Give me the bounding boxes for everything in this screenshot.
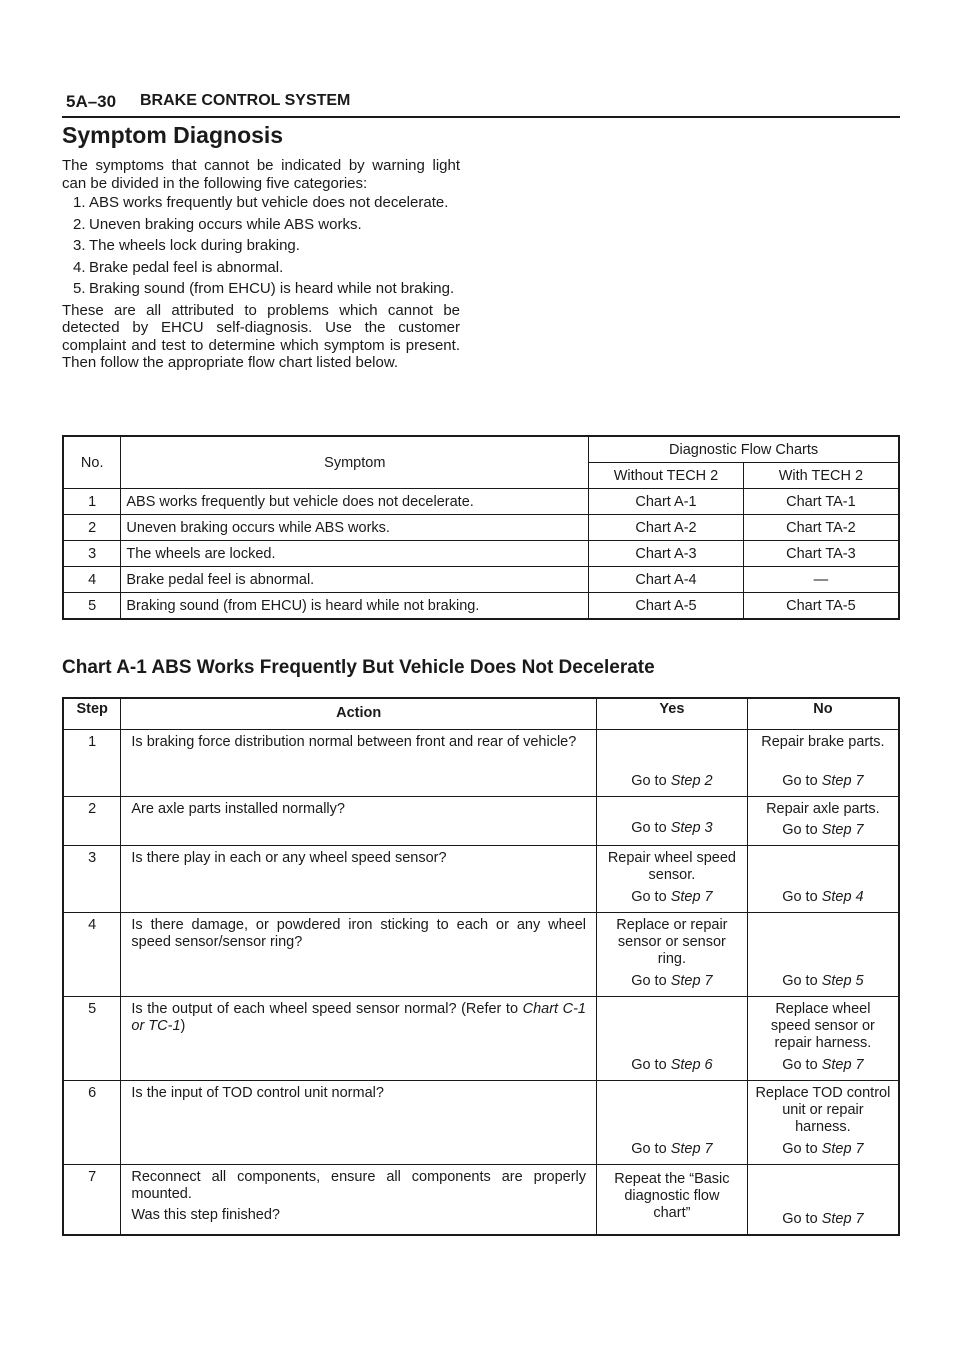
table-row [63,846,899,913]
header-with-tech2: With TECH 2 [743,463,899,489]
no-text: Replace TOD control unit or repair harness. [755,1085,891,1135]
row-chart-with: — [743,567,899,593]
section-title: BRAKE CONTROL SYSTEM [140,92,351,109]
no-goto: Go to Step 7 [782,773,864,789]
no-goto: Go to Step 7 [782,822,864,838]
table-row [63,913,899,997]
row-chart-without: Chart A-2 [589,515,744,541]
page-number: 5A–30 [66,92,117,111]
step-action: Is the input of TOD control unit normal? [121,1081,597,1165]
row-chart-with: Chart TA-3 [743,541,899,567]
table-row [63,730,899,797]
list-item: 4. Brake pedal feel is abnormal. [73,258,284,276]
step-action: Reconnect all components, ensure all components are properly mounted. Was this step finished? [121,1165,597,1235]
step-action: Is there damage, or powdered iron sticking to each or any wheel speed sensor/sensor ring? [121,913,597,997]
row-chart-without: Chart A-5 [589,593,744,620]
table-row [63,1081,899,1165]
no-goto: Go to Step 4 [782,889,864,905]
no-cell [747,730,899,797]
yes-goto: Go to Step 7 [631,1141,713,1157]
step-number: 6 [63,1081,121,1165]
table-row [63,515,899,541]
no-text: Replace wheel speed sensor or repair harness. [770,1001,875,1051]
step-action: Is the output of each wheel speed sensor normal? (Refer to Chart C-1 or TC-1) [121,997,597,1081]
header-step: Step [63,698,121,730]
page-header [62,90,900,118]
header-yes: Yes [597,698,748,730]
table-row [63,567,899,593]
row-chart-with: Chart TA-1 [743,489,899,515]
row-symptom: Brake pedal feel is abnormal. [121,567,589,593]
table-row [63,797,899,846]
row-no: 4 [63,567,121,593]
yes-cell [597,846,748,913]
step-number: 2 [63,797,121,846]
header-no: No [747,698,899,730]
step-action: Are axle parts installed normally? [121,797,597,846]
page-title: Symptom Diagnosis [62,122,284,148]
yes-cell [597,913,748,997]
category-list [62,194,460,298]
row-chart-without: Chart A-1 [589,489,744,515]
header-without-tech2: Without TECH 2 [589,463,744,489]
yes-cell [597,997,748,1081]
yes-cell [597,1081,748,1165]
no-goto: Go to Step 5 [782,973,864,989]
row-symptom: Braking sound (from EHCU) is heard while not braking. [121,593,589,620]
no-cell [747,913,899,997]
outro-paragraph: These are all attributed to problems which cannot be detected by EHCU self-diagnosis. Use the customer complaint and test to determine which symptom is present. Then follow the appropriate flow chart listed below. [62,301,460,371]
row-no: 2 [63,515,121,541]
row-chart-with: Chart TA-2 [743,515,899,541]
yes-goto: Go to Step 7 [631,889,713,905]
no-goto: Go to Step 7 [782,1057,864,1073]
yes-text: Repair wheel speed sensor. [607,850,736,883]
no-cell [747,846,899,913]
row-no: 1 [63,489,121,515]
yes-cell [597,797,748,846]
no-cell [747,797,899,846]
row-symptom: Uneven braking occurs while ABS works. [121,515,589,541]
no-text: Repair brake parts. [761,734,885,750]
yes-cell [597,730,748,797]
row-symptom: ABS works frequently but vehicle does not decelerate. [121,489,589,515]
step-number: 4 [63,913,121,997]
table-row [63,541,899,567]
step-number: 3 [63,846,121,913]
yes-goto: Go to Step 6 [631,1057,713,1073]
intro-text [62,157,460,372]
yes-cell [597,1165,748,1235]
list-item: 3. The wheels lock during braking. [73,237,300,254]
yes-goto: Go to Step 2 [631,773,713,789]
chart-a1-title: Chart A-1 ABS Works Frequently But Vehicle Does Not Decelerate [62,657,655,678]
symptom-table [62,435,900,620]
intro-paragraph: The symptoms that cannot be indicated by warning light can be divided in the following five categories: [62,157,460,192]
row-symptom: The wheels are locked. [121,541,589,567]
step-action: Is there play in each or any wheel speed sensor? [121,846,597,913]
yes-goto: Go to Step 7 [631,973,713,989]
header-flow-charts: Diagnostic Flow Charts [589,436,899,463]
header-action: Action [121,698,597,730]
table-header-row [63,698,899,730]
no-cell [747,1081,899,1165]
no-text: Repair axle parts. [766,801,880,817]
step-action: Is braking force distribution normal between front and rear of vehicle? [121,730,597,797]
list-item: 1. ABS works frequently but vehicle does not decelerate. [73,194,449,211]
chart-a1-table [62,697,900,1236]
yes-text: Repeat the “Basic diagnostic flow chart” [614,1171,730,1221]
yes-text: Replace or repair sensor or sensor ring. [616,917,728,967]
no-cell [747,997,899,1081]
row-chart-without: Chart A-3 [589,541,744,567]
no-goto: Go to Step 7 [782,1210,864,1227]
table-row [63,997,899,1081]
no-goto: Go to Step 7 [782,1141,864,1157]
no-cell [747,1165,899,1235]
header-no: No. [63,436,121,489]
row-chart-with: Chart TA-5 [743,593,899,620]
header-symptom: Symptom [121,436,589,489]
chart-reference: Chart C-1 or TC-1 [131,1001,586,1034]
row-no: 5 [63,593,121,620]
table-row [63,489,899,515]
table-row [63,1165,899,1235]
step-number: 7 [63,1165,121,1235]
list-item: 5. Braking sound (from EHCU) is heard while not braking. [73,280,455,297]
list-item: 2. Uneven braking occurs while ABS works. [73,215,362,233]
step-number: 5 [63,997,121,1081]
row-chart-without: Chart A-4 [589,567,744,593]
step-number: 1 [63,730,121,797]
row-no: 3 [63,541,121,567]
table-header-row [63,436,899,463]
table-row [63,593,899,620]
yes-goto: Go to Step 3 [631,820,713,836]
